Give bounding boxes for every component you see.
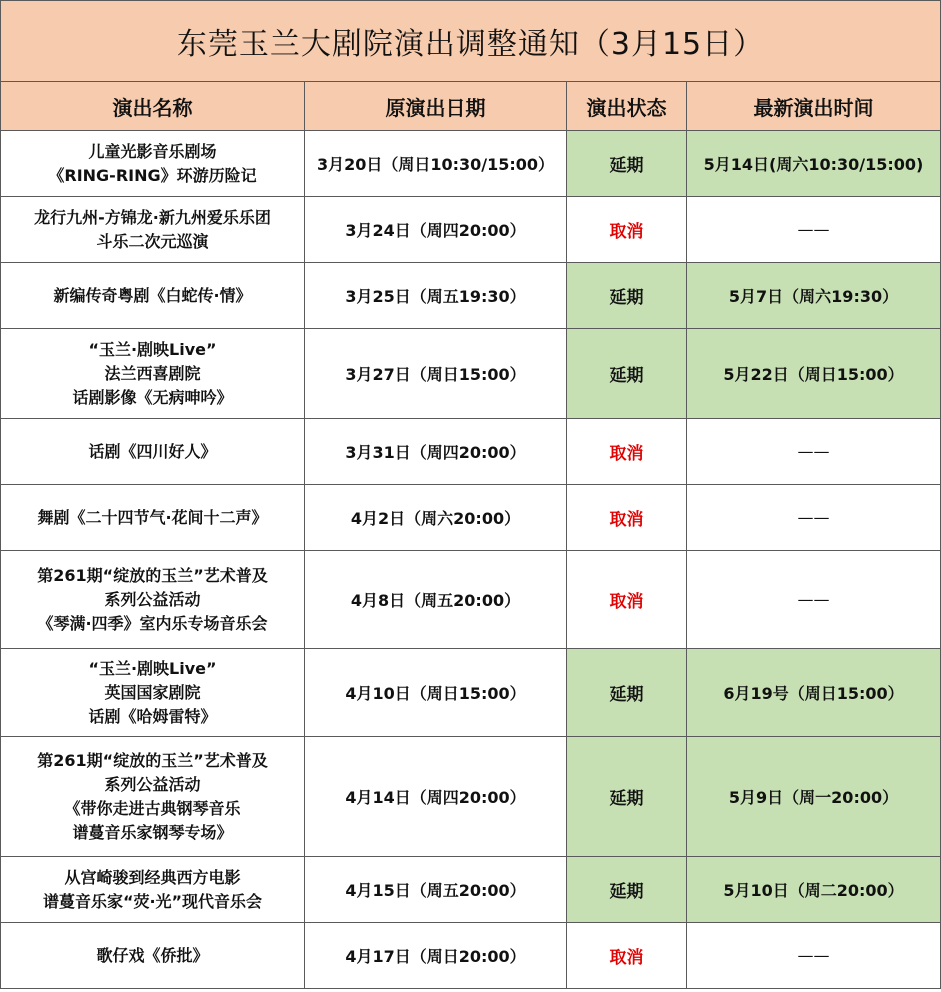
show-name-cell: [1, 551, 305, 649]
show-name-cell: [1, 263, 305, 329]
show-name-cell: [1, 131, 305, 197]
title-row: [1, 1, 941, 82]
show-name-line: 第261期“绽放的玉兰”艺术普及: [37, 565, 268, 585]
table-row: [1, 197, 941, 263]
header-original-date: 原演出日期: [305, 82, 567, 131]
new-time-cell: 5月7日（周六19:30）: [687, 263, 941, 329]
page-title: 东莞玉兰大剧院演出调整通知（3月15日）: [1, 1, 941, 82]
status-cell: 取消: [567, 551, 687, 649]
status-cell: 取消: [567, 923, 687, 989]
new-time-cell: ——: [687, 923, 941, 989]
show-name-line: 《琴满·四季》室内乐专场音乐会: [37, 613, 268, 633]
table-row: [1, 329, 941, 419]
original-date-cell: 4月2日（周六20:00）: [305, 485, 567, 551]
show-name-line: 话剧影像《无病呻吟》: [72, 387, 233, 407]
new-time-cell: ——: [687, 197, 941, 263]
show-name-line: 舞剧《二十四节气·花间十二声》: [37, 507, 268, 527]
new-time-cell: 6月19号（周日15:00）: [687, 649, 941, 737]
show-name-line: 第261期“绽放的玉兰”艺术普及: [37, 750, 268, 770]
original-date-cell: 3月20日（周日10:30/15:00）: [305, 131, 567, 197]
table-row: [1, 263, 941, 329]
status-cell: 延期: [567, 263, 687, 329]
new-time-cell: ——: [687, 551, 941, 649]
show-name-line: 从宫崎骏到经典西方电影: [64, 867, 241, 887]
status-cell: 取消: [567, 419, 687, 485]
table-row: [1, 857, 941, 923]
header-status: 演出状态: [567, 82, 687, 131]
original-date-cell: 4月10日（周日15:00）: [305, 649, 567, 737]
original-date-cell: 3月25日（周五19:30）: [305, 263, 567, 329]
new-time-cell: ——: [687, 419, 941, 485]
show-name-cell: [1, 737, 305, 857]
show-name-line: 话剧《哈姆雷特》: [88, 706, 217, 726]
table-row: [1, 551, 941, 649]
show-name-line: 《RING-RING》环游历险记: [48, 165, 257, 185]
show-name-line: 谱蔓音乐家钢琴专场》: [72, 822, 233, 842]
show-name-line: 儿童光影音乐剧场: [88, 141, 217, 161]
show-name-line: 龙行九州-方锦龙·新九州爱乐乐团: [34, 207, 271, 227]
show-name-line: “玉兰·剧映Live”: [88, 658, 217, 678]
show-name-line: 新编传奇粤剧《白蛇传·情》: [53, 285, 252, 305]
status-cell: 延期: [567, 329, 687, 419]
original-date-cell: 3月27日（周日15:00）: [305, 329, 567, 419]
original-date-cell: 3月24日（周四20:00）: [305, 197, 567, 263]
show-name-line: 法兰西喜剧院: [104, 363, 201, 383]
new-time-cell: 5月9日（周一20:00）: [687, 737, 941, 857]
table-row: [1, 737, 941, 857]
header-show-name: 演出名称: [1, 82, 305, 131]
show-name-line: “玉兰·剧映Live”: [88, 339, 217, 359]
show-name-line: 《带你走进古典钢琴音乐: [64, 798, 241, 818]
original-date-cell: 4月17日（周日20:00）: [305, 923, 567, 989]
table-row: [1, 485, 941, 551]
show-name-cell: [1, 419, 305, 485]
show-name-cell: [1, 485, 305, 551]
new-time-cell: 5月22日（周日15:00）: [687, 329, 941, 419]
show-name-cell: [1, 197, 305, 263]
header-new-time: 最新演出时间: [687, 82, 941, 131]
original-date-cell: 4月14日（周四20:00）: [305, 737, 567, 857]
new-time-cell: 5月10日（周二20:00）: [687, 857, 941, 923]
original-date-cell: 4月15日（周五20:00）: [305, 857, 567, 923]
show-name-line: 英国国家剧院: [104, 682, 201, 702]
show-name-line: 话剧《四川好人》: [88, 441, 217, 461]
show-name-cell: [1, 329, 305, 419]
status-cell: 取消: [567, 197, 687, 263]
status-cell: 延期: [567, 737, 687, 857]
table-row: [1, 649, 941, 737]
table-row: [1, 131, 941, 197]
show-name-cell: [1, 857, 305, 923]
new-time-cell: ——: [687, 485, 941, 551]
original-date-cell: 4月8日（周五20:00）: [305, 551, 567, 649]
status-cell: 取消: [567, 485, 687, 551]
show-name-line: 系列公益活动: [104, 589, 201, 609]
status-cell: 延期: [567, 857, 687, 923]
table-row: [1, 923, 941, 989]
table-row: [1, 419, 941, 485]
show-name-line: 谱蔓音乐家“荧·光”现代音乐会: [42, 891, 263, 911]
original-date-cell: 3月31日（周四20:00）: [305, 419, 567, 485]
new-time-cell: 5月14日(周六10:30/15:00): [687, 131, 941, 197]
show-name-line: 斗乐二次元巡演: [96, 231, 209, 251]
status-cell: 延期: [567, 649, 687, 737]
header-row: [1, 82, 941, 131]
show-name-line: 歌仔戏《侨批》: [96, 945, 209, 965]
status-cell: 延期: [567, 131, 687, 197]
show-name-cell: [1, 923, 305, 989]
show-name-line: 系列公益活动: [104, 774, 201, 794]
show-name-cell: [1, 649, 305, 737]
